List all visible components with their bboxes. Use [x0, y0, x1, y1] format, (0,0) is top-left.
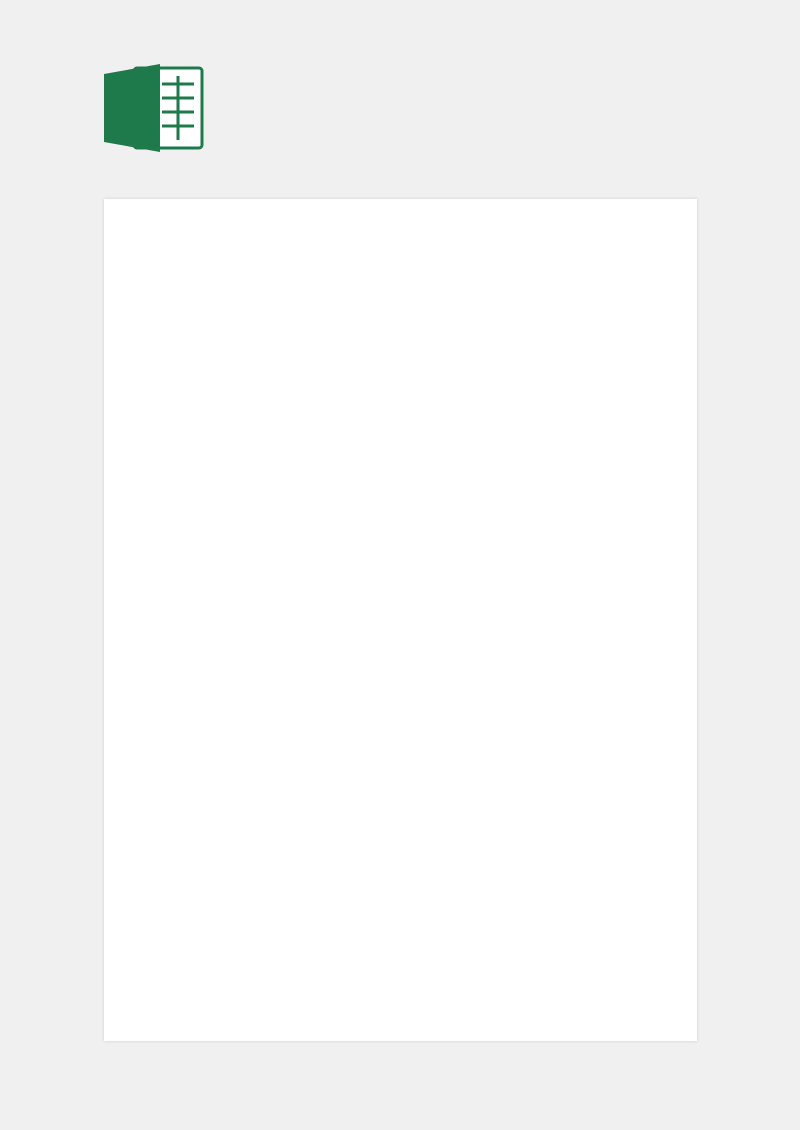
page-subtitle — [200, 122, 700, 162]
sheet-page-3 — [116, 796, 684, 1027]
print-preview-paper — [104, 199, 697, 1041]
page-title — [250, 58, 650, 130]
sheet-page-2 — [116, 504, 684, 735]
excel-logo-icon — [100, 60, 208, 156]
sheet-page-1 — [116, 212, 684, 443]
